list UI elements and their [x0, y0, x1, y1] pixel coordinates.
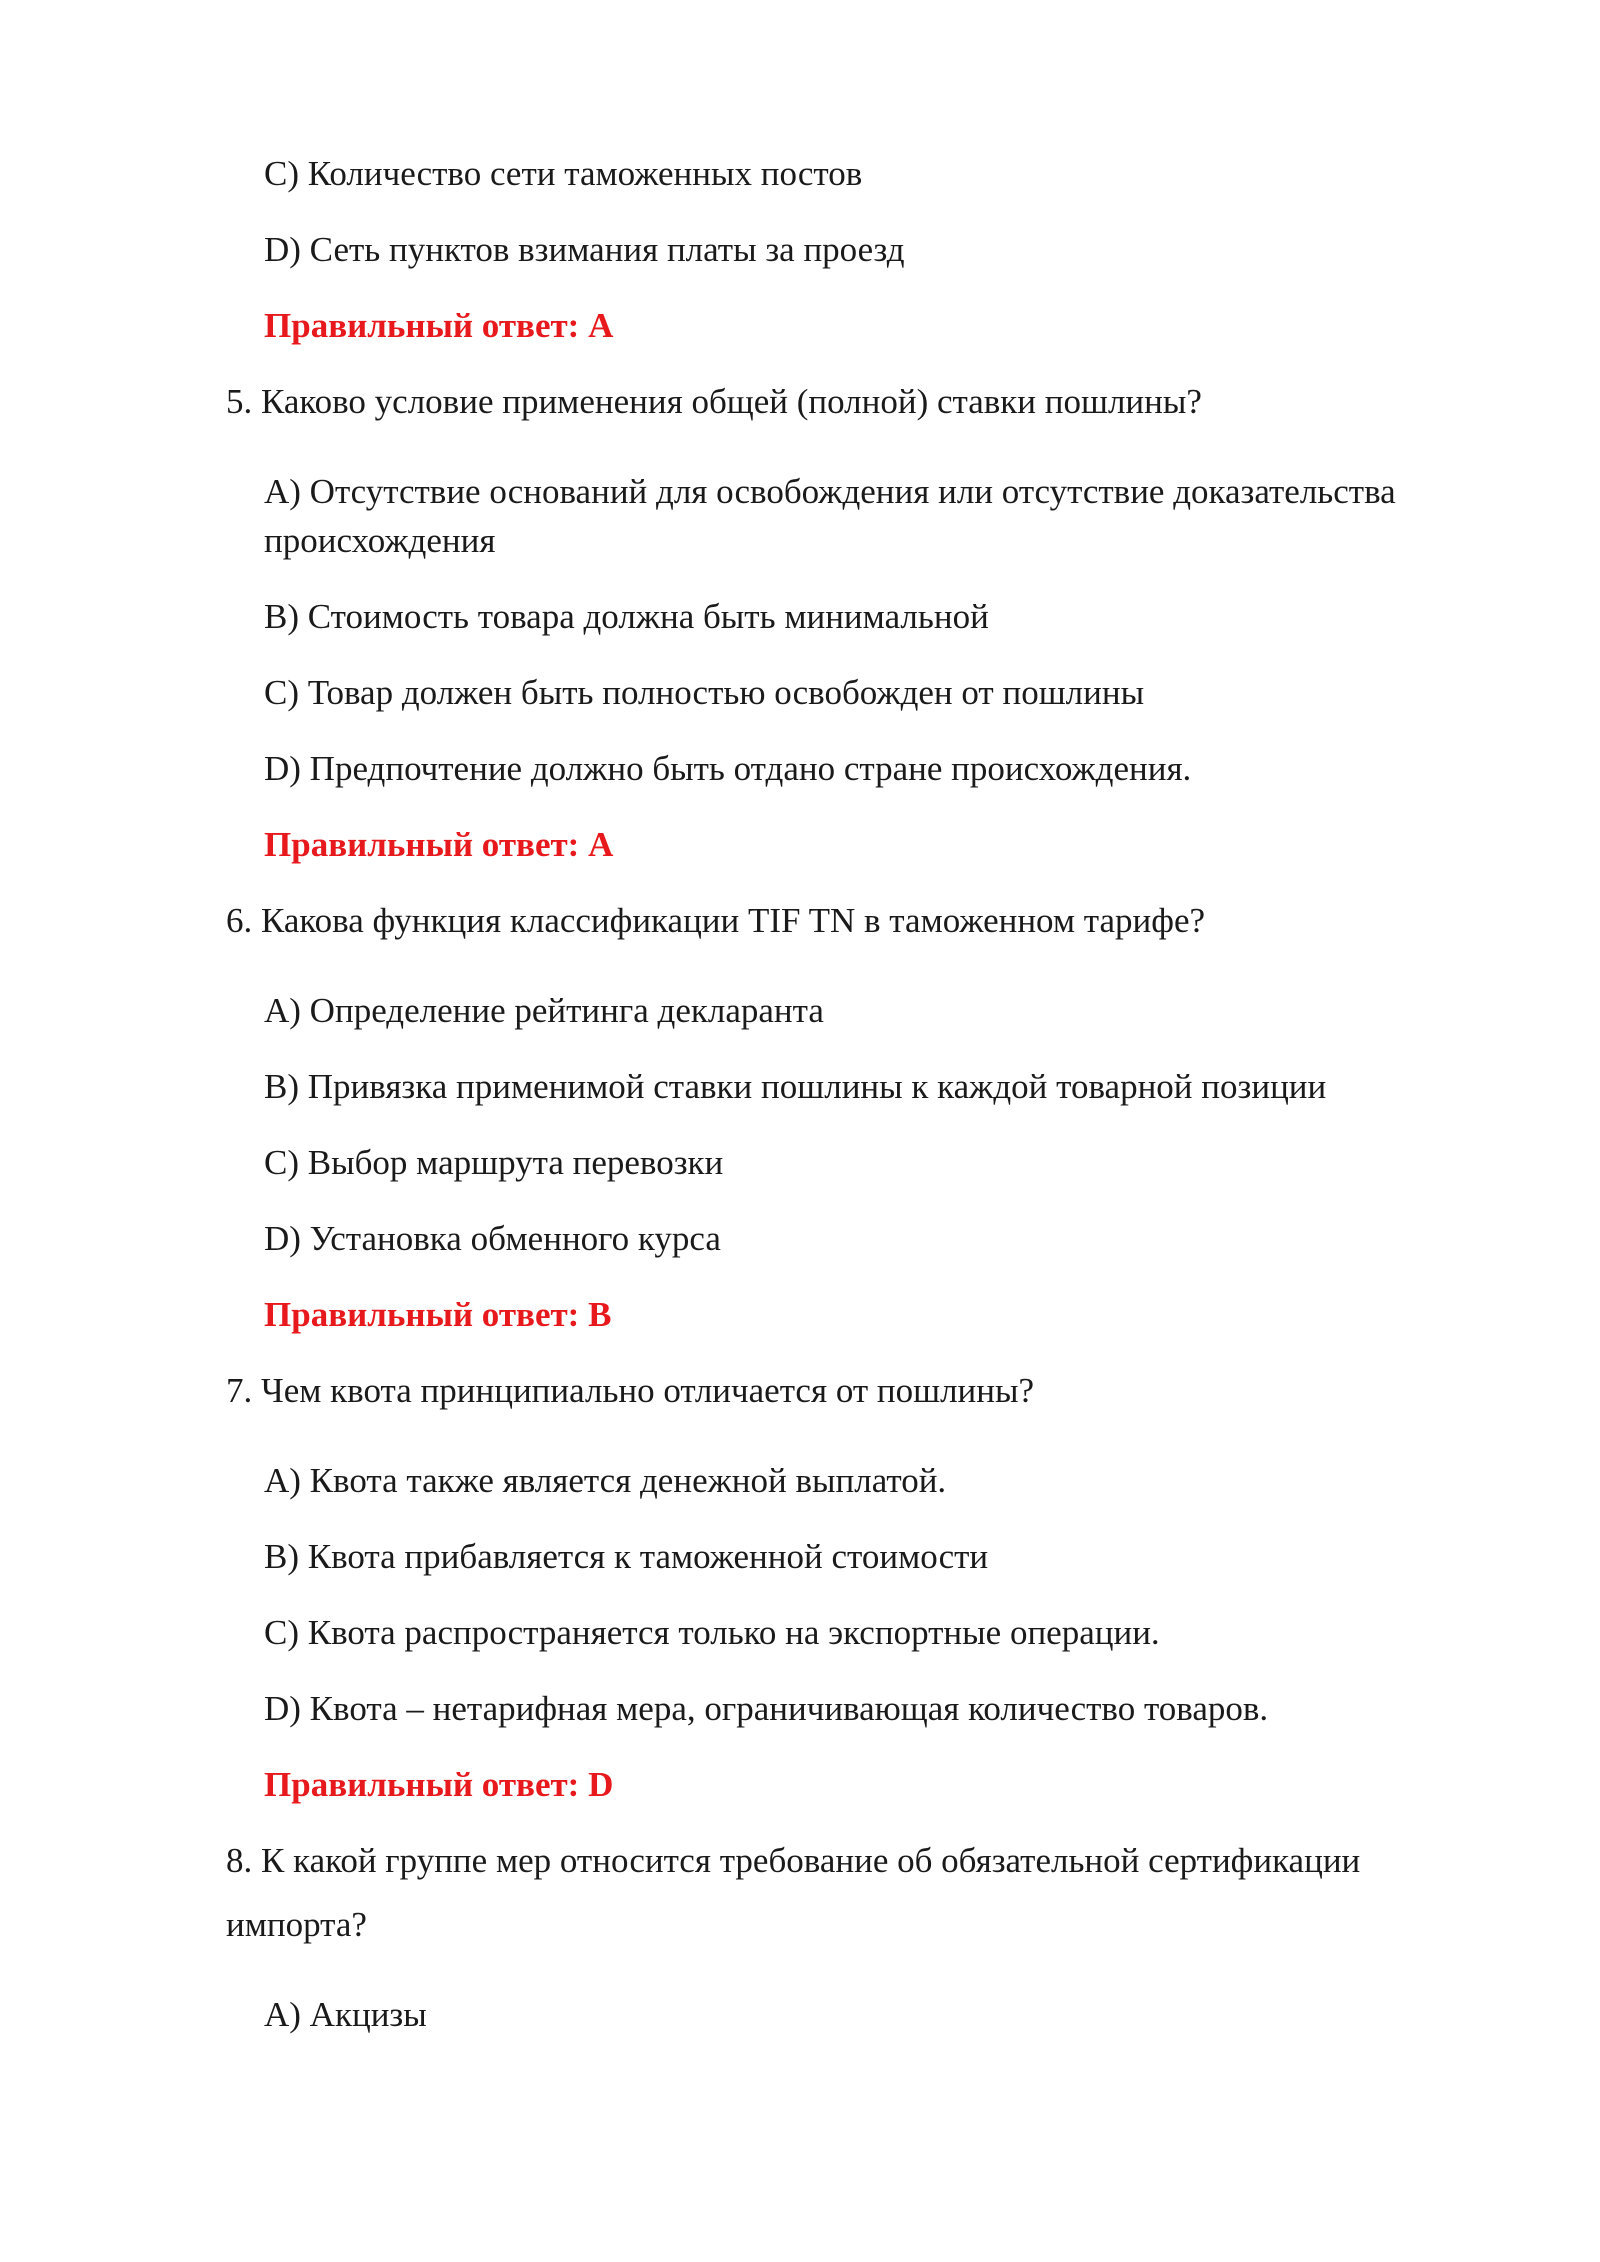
option-text: C) Квота распространяется только на экспортные операции. [264, 1613, 1160, 1652]
question-text: 8. К какой группе мер относится требование об обязательной сертификации [226, 1841, 1361, 1880]
question-text: 6. Какова функция классификации TIF TN в таможенном тарифе? [226, 901, 1206, 940]
question-text: 7. Чем квота принципиально отличается от пошлины? [226, 1371, 1035, 1410]
option-text: B) Квота прибавляется к таможенной стоимости [264, 1537, 989, 1576]
correct-answer: Правильный ответ: A [264, 306, 614, 345]
option-text: A) Акцизы [264, 1995, 427, 2034]
option-text: D) Квота – нетарифная мера, ограничивающая количество товаров. [264, 1689, 1269, 1728]
question-text: 5. Каково условие применения общей (полной) ставки пошлины? [226, 382, 1202, 421]
option-text: D) Сеть пунктов взимания платы за проезд [264, 230, 905, 269]
option-text: B) Привязка применимой ставки пошлины к каждой товарной позиции [264, 1067, 1327, 1106]
option-text: A) Квота также является денежной выплатой. [264, 1461, 947, 1500]
option-text: A) Определение рейтинга декларанта [264, 991, 824, 1030]
question-text: импорта? [226, 1905, 367, 1944]
option-text: B) Стоимость товара должна быть минимальной [264, 597, 989, 636]
option-text: D) Установка обменного курса [264, 1219, 721, 1258]
correct-answer: Правильный ответ: A [264, 825, 614, 864]
option-text: A) Отсутствие оснований для освобождения или отсутствие доказательства [264, 472, 1396, 511]
option-text: D) Предпочтение должно быть отдано стране происхождения. [264, 749, 1192, 788]
option-text: C) Товар должен быть полностью освобожден от пошлины [264, 673, 1145, 712]
correct-answer: Правильный ответ: B [264, 1295, 612, 1334]
option-text: происхождения [264, 521, 496, 560]
option-text: C) Выбор маршрута перевозки [264, 1143, 724, 1182]
correct-answer: Правильный ответ: D [264, 1765, 614, 1804]
option-text: C) Количество сети таможенных постов [264, 154, 863, 193]
